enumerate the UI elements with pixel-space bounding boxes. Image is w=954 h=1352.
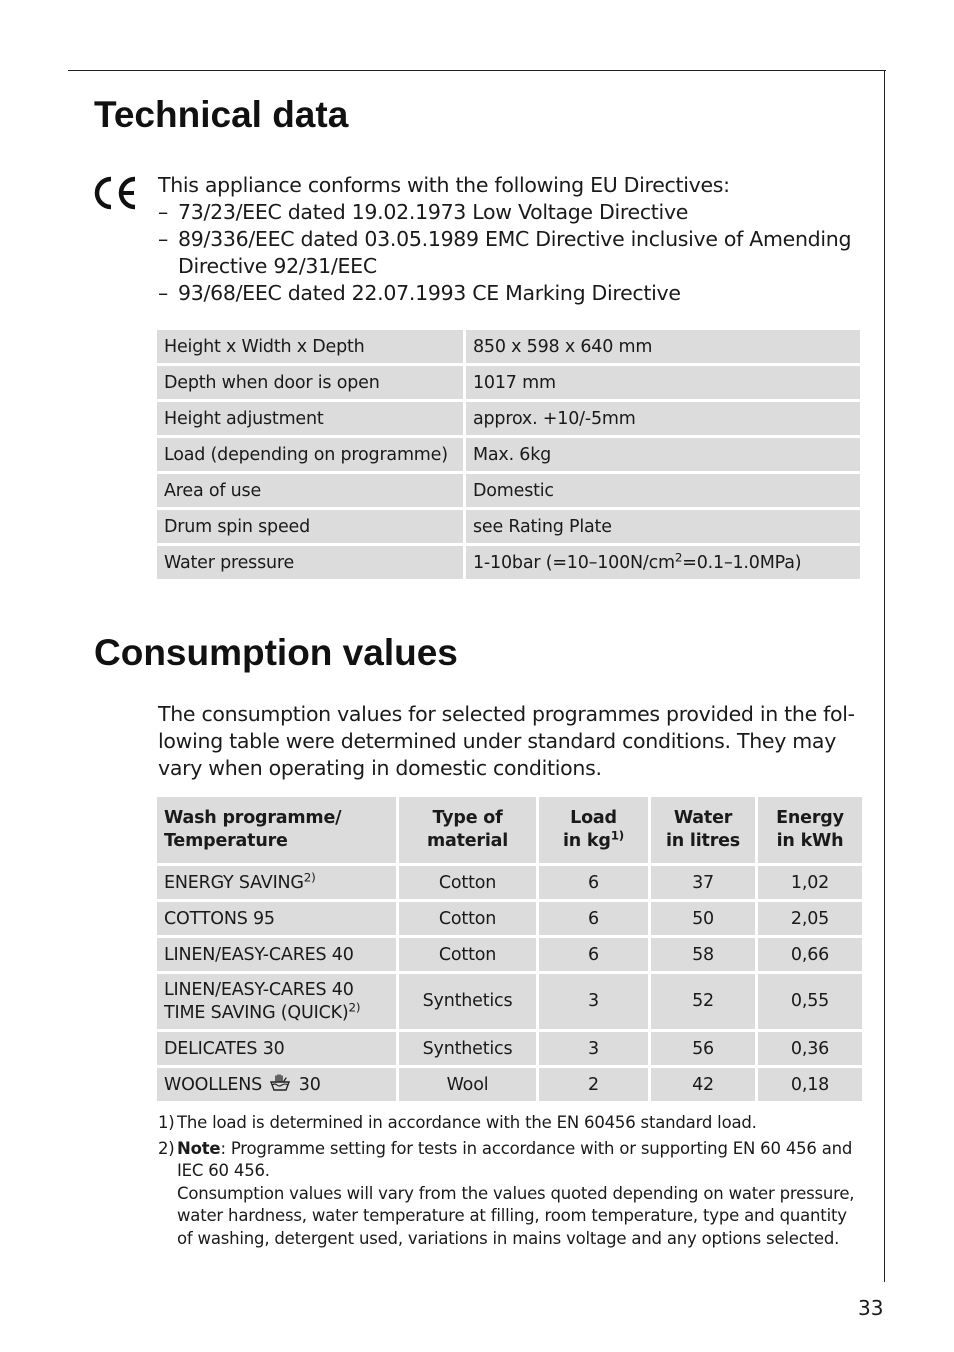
programme-cell: DELICATES 30 xyxy=(157,1032,399,1068)
directives-intro: This appliance conforms with the following EU Directives: xyxy=(158,173,730,197)
header-energy: Energy in kWh xyxy=(758,797,862,866)
load-cell: 6 xyxy=(539,902,651,938)
load-cell: 6 xyxy=(539,938,651,974)
directive-list xyxy=(158,199,858,307)
load-cell: 3 xyxy=(539,974,651,1032)
spec-value: 1-10bar $(=10-100N/cm^2=0.1-1.0MPa)$ xyxy=(466,546,860,582)
spec-value: 1017 mm xyxy=(466,366,860,402)
spec-label: Load (depending on programme) xyxy=(157,438,466,474)
material-cell: Cotton xyxy=(399,902,539,938)
ce-mark-icon xyxy=(93,176,139,210)
table-row xyxy=(157,938,862,974)
spec-value: Domestic xyxy=(466,474,860,510)
spec-label: Drum spin speed xyxy=(157,510,466,546)
technical-spec-table xyxy=(157,330,860,582)
spec-row xyxy=(157,510,860,546)
spec-row xyxy=(157,402,860,438)
header-programme: Wash programme/ Temperature xyxy=(157,797,399,866)
table-row xyxy=(157,902,862,938)
spec-value: approx. +10/-5mm xyxy=(466,402,860,438)
spec-label: Height adjustment xyxy=(157,402,466,438)
spec-row xyxy=(157,366,860,402)
right-rule xyxy=(884,70,885,1282)
energy-cell: 0,18 xyxy=(758,1068,862,1104)
spec-label: Area of use xyxy=(157,474,466,510)
spec-value: see Rating Plate xyxy=(466,510,860,546)
water-cell: 42 xyxy=(651,1068,758,1104)
load-cell: 3 xyxy=(539,1032,651,1068)
consumption-table xyxy=(157,797,862,1104)
material-cell: Synthetics xyxy=(399,1032,539,1068)
programme-cell: LINEN/EASY-CARES 40 TIME SAVING (QUICK)$^{2)}$ xyxy=(157,974,399,1032)
energy-cell: 1,02 xyxy=(758,866,862,902)
table-row xyxy=(157,1068,862,1104)
spec-row xyxy=(157,546,860,582)
footnotes xyxy=(158,1112,863,1250)
material-cell: Synthetics xyxy=(399,974,539,1032)
spec-row xyxy=(157,330,860,366)
directive-item: – 73/23/EEC dated 19.02.1973 Low Voltage Directive xyxy=(158,200,689,224)
water-cell: 37 xyxy=(651,866,758,902)
header-load: Load in $kg^{1)}$ xyxy=(539,797,651,866)
footnote-1: 1) The load is determined in accordance with the EN 60456 standard load. xyxy=(158,1113,757,1132)
spec-value: 850 x 598 x 640 mm xyxy=(466,330,860,366)
table-header-row xyxy=(157,797,862,866)
programme-cell: LINEN/EASY-CARES 40 xyxy=(157,938,399,974)
spec-label: Water pressure xyxy=(157,546,466,582)
energy-cell: 0,55 xyxy=(758,974,862,1032)
header-material: Type of material xyxy=(399,797,539,866)
table-row xyxy=(157,974,862,1032)
directive-item: – 93/68/EEC dated 22.07.1993 CE Marking Directive xyxy=(158,281,681,305)
load-cell: 2 xyxy=(539,1068,651,1104)
eu-directives xyxy=(158,172,858,307)
material-cell: Wool xyxy=(399,1068,539,1104)
consumption-values-heading: Consumption values xyxy=(94,632,458,673)
top-rule xyxy=(68,70,886,71)
material-cell: Cotton xyxy=(399,938,539,974)
spec-row xyxy=(157,438,860,474)
water-cell: 52 xyxy=(651,974,758,1032)
energy-cell: 0,36 xyxy=(758,1032,862,1068)
programme-cell: WOOLLENS 30 xyxy=(157,1068,399,1104)
table-row xyxy=(157,866,862,902)
material-cell: Cotton xyxy=(399,866,539,902)
wool-hand-wash-icon xyxy=(269,1074,291,1092)
water-cell: 56 xyxy=(651,1032,758,1068)
programme-cell: ENERGY SAVING$^{2)}$ xyxy=(157,866,399,902)
page-number: 33 xyxy=(858,1296,884,1320)
consumption-intro: The consumption values for selected programmes provided in the fol-lowing table were determined under standard conditions. They may vary when operating in domestic conditions. xyxy=(158,702,855,780)
energy-cell: 0,66 xyxy=(758,938,862,974)
water-cell: 58 xyxy=(651,938,758,974)
directive-item: – 89/336/EEC dated 03.05.1989 EMC Directive inclusive of Amending Directive 92/31/EEC xyxy=(158,227,852,278)
water-cell: 50 xyxy=(651,902,758,938)
table-row xyxy=(157,1032,862,1068)
load-cell: 6 xyxy=(539,866,651,902)
spec-value: Max. 6kg xyxy=(466,438,860,474)
spec-row xyxy=(157,474,860,510)
footnote-2: 2) Note: Programme setting for tests in accordance with or supporting EN 60 456 and IEC 60 456. Consumption values will vary from the values quoted depending on water pressure, water hardness, water temperature at filling, room temperature, type and quantity of washing, detergent used, variations in mains voltage and any options selected. xyxy=(158,1138,855,1248)
spec-label: Height x Width x Depth xyxy=(157,330,466,366)
energy-cell: 2,05 xyxy=(758,902,862,938)
programme-cell: COTTONS 95 xyxy=(157,902,399,938)
header-water: Water in litres xyxy=(651,797,758,866)
spec-label: Depth when door is open xyxy=(157,366,466,402)
technical-data-heading: Technical data xyxy=(94,94,349,135)
